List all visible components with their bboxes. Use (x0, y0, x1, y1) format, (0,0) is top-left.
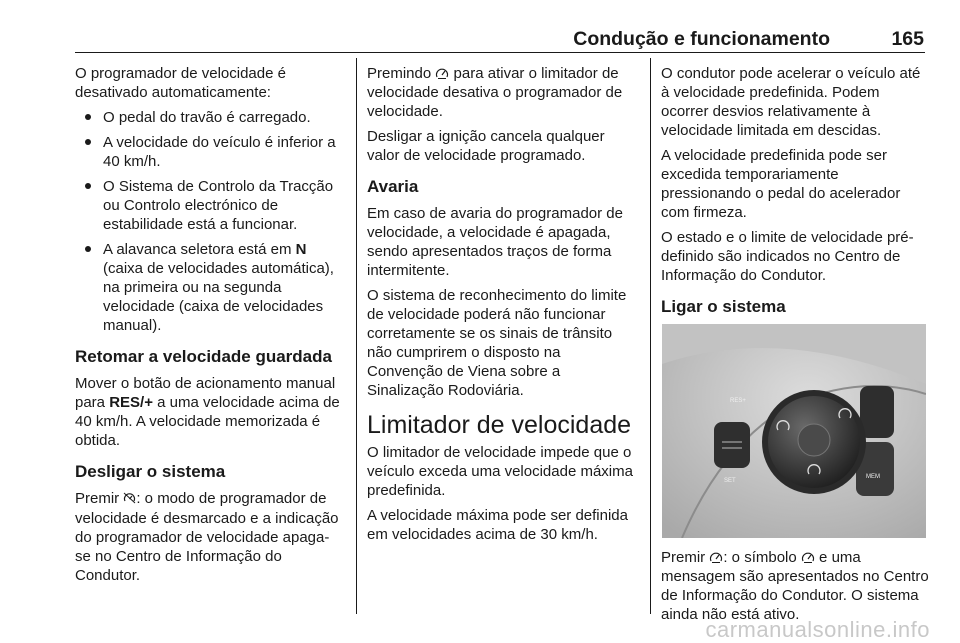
chapter-heading: Limitador de velocidade (367, 411, 632, 439)
bullet-list (75, 108, 345, 335)
speed-limiter-icon (709, 549, 723, 566)
section-heading: Desligar o sistema (75, 462, 226, 481)
column-divider (356, 58, 357, 614)
section-heading: Avaria (367, 177, 419, 196)
list-item: O pedal do travão é carregado. (75, 108, 345, 127)
list-item: O Sistema de Controlo da Tracção ou Controlo electrónico de estabilidade está a funcionar. (75, 177, 345, 234)
list-item: A velocidade do veículo é inferior a 40 km/h. (75, 133, 345, 171)
column-divider (650, 58, 651, 614)
paragraph: Premindo para ativar o limitador de velocidade desativa o programador de velocidade. (367, 65, 623, 120)
steering-wheel-controls-photo (662, 324, 926, 538)
page-title: Condução e funcionamento (573, 28, 830, 50)
paragraph: Premir : o símbolo e uma mensagem são apresentados no Centro de Informação do Condutor. O sistema ainda não está ativo. (661, 549, 929, 623)
paragraph: Desligar a ignição cancela qualquer valor de velocidade programado. (367, 128, 605, 164)
paragraph: A velocidade máxima pode ser definida em velocidades acima de 30 km/h. (367, 507, 628, 543)
column-2 (367, 64, 639, 550)
svg-text:RES+: RES+ (730, 398, 746, 404)
paragraph: O estado e o limite de velocidade pré-definido são indicados no Centro de Informação do Condutor. (661, 229, 914, 284)
column-3 (661, 64, 929, 630)
section-heading: Ligar o sistema (661, 297, 786, 316)
page-header (75, 30, 925, 53)
page-number: 165 (891, 28, 924, 50)
column-1 (75, 64, 345, 591)
section-heading: Retomar a velocidade guardada (75, 347, 332, 366)
paragraph: O sistema de reconhecimento do limite de velocidade poderá não funcionar corretamente se os sinais de trânsito não cumprirem o disposto na Convenção de Viena sobre a Sinalização Rodoviária. (367, 287, 627, 399)
speed-limiter-icon (801, 549, 815, 566)
svg-text:SET: SET (724, 478, 736, 484)
watermark: carmanualsonline.info (705, 617, 930, 642)
paragraph: Em caso de avaria do programador de velocidade, a velocidade é apagada, sendo apresentados traços de forma intermitente. (367, 205, 623, 279)
list-item: A alavanca seletora está em N (caixa de velocidades automática), na primeira ou na segunda velocidade (caixa de velocidades manual). (75, 240, 345, 335)
speed-limiter-icon (435, 65, 449, 82)
paragraph: O programador de velocidade é desativado automaticamente: (75, 65, 286, 101)
paragraph: A velocidade predefinida pode ser excedida temporariamente pressionando o pedal do acelerador com firmeza. (661, 147, 901, 221)
paragraph: Mover o botão de acionamento manual para RES/+ a uma velocidade acima de 40 km/h. A velocidade memorizada é obtida. (75, 375, 340, 449)
cruise-off-icon (123, 492, 136, 507)
paragraph: Premir : o modo de programador de velocidade é desmarcado e a indicação do programador de velocidade apaga-se no Centro de Informação do Condutor. (75, 490, 339, 584)
paragraph: O limitador de velocidade impede que o veículo exceda uma velocidade máxima predefinida. (367, 444, 633, 499)
svg-text:MEM: MEM (866, 474, 880, 480)
paragraph: O condutor pode acelerar o veículo até à velocidade predefinida. Podem ocorrer desvios relativamente à velocidade limitada em descidas. (661, 65, 921, 139)
